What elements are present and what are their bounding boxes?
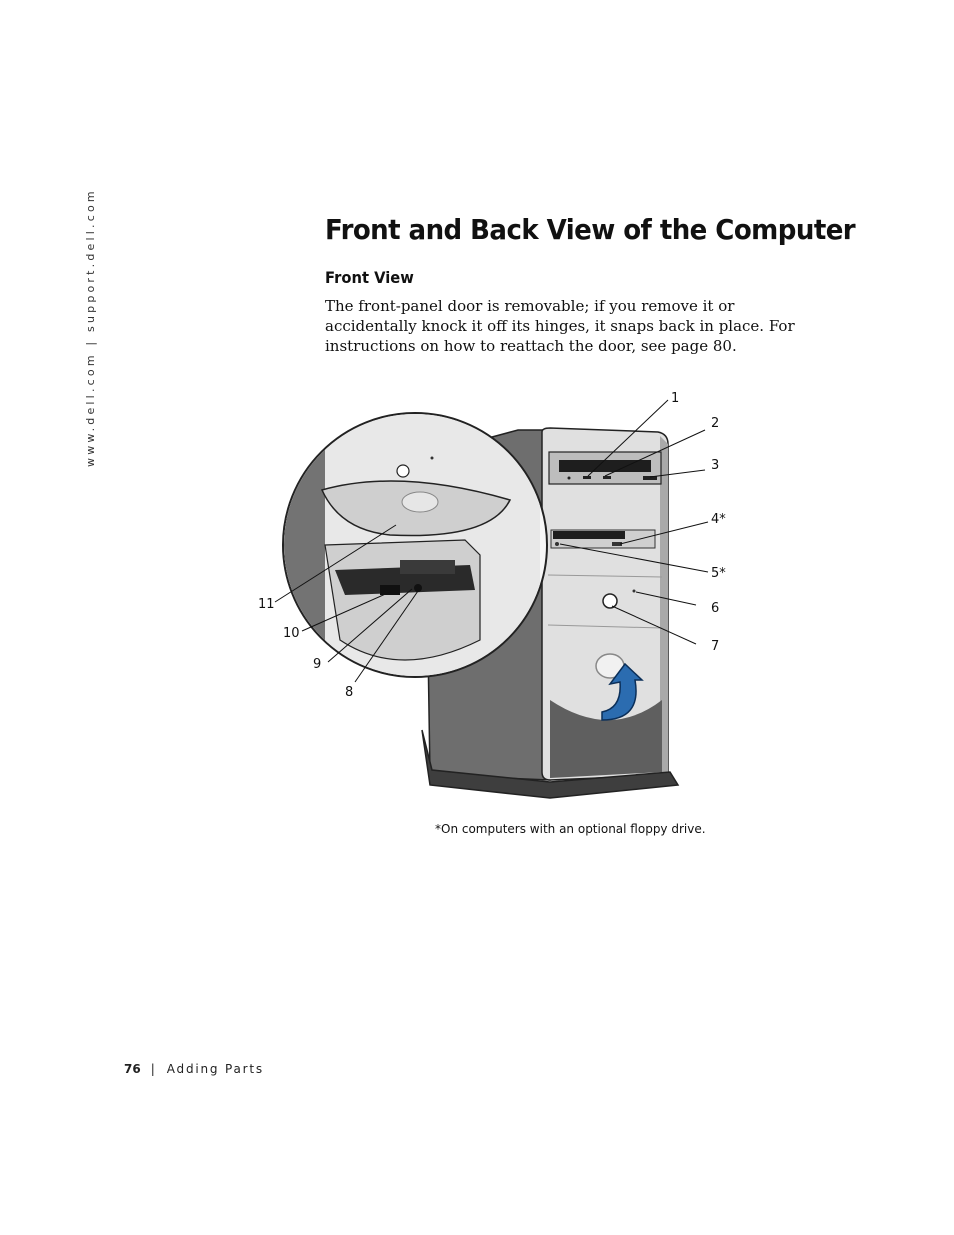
callout-4: 4* xyxy=(711,512,726,527)
usb-connector xyxy=(380,585,400,595)
section-heading: Front View xyxy=(325,268,414,287)
callout-11: 11 xyxy=(258,597,275,612)
page-title: Front and Back View of the Computer xyxy=(325,213,856,246)
cd-drive-tray xyxy=(559,460,651,472)
callout-8: 8 xyxy=(345,685,354,700)
side-url xyxy=(84,188,104,467)
callout-9: 9 xyxy=(313,657,322,672)
callout-2: 2 xyxy=(711,416,720,431)
callout-5: 5* xyxy=(711,566,726,581)
callout-10: 10 xyxy=(283,626,300,641)
footer-section: Adding Parts xyxy=(166,1062,264,1076)
power-light xyxy=(633,590,636,593)
footer-separator: | xyxy=(150,1062,155,1076)
body-paragraph: The front-panel door is removable; if you remove it or accidentally knock it off its hinges, it snaps back in place. For instructions on how to reattach the door, see page 80. xyxy=(325,297,795,355)
computer-front-view-figure xyxy=(250,380,750,810)
callout-6: 6 xyxy=(711,601,720,616)
floppy-slot xyxy=(553,531,625,539)
computer-illustration xyxy=(250,380,750,810)
callout-7: 7 xyxy=(711,639,720,654)
headphone-connector xyxy=(414,584,422,592)
power-button xyxy=(603,594,617,608)
side-url-text: www.dell.com | support.dell.com xyxy=(84,188,97,467)
figure-footnote: *On computers with an optional floppy drive. xyxy=(435,822,706,836)
callout-1: 1 xyxy=(671,391,680,406)
callout-3: 3 xyxy=(711,458,720,473)
page-footer xyxy=(124,1062,264,1076)
page-number: 76 xyxy=(124,1062,141,1076)
